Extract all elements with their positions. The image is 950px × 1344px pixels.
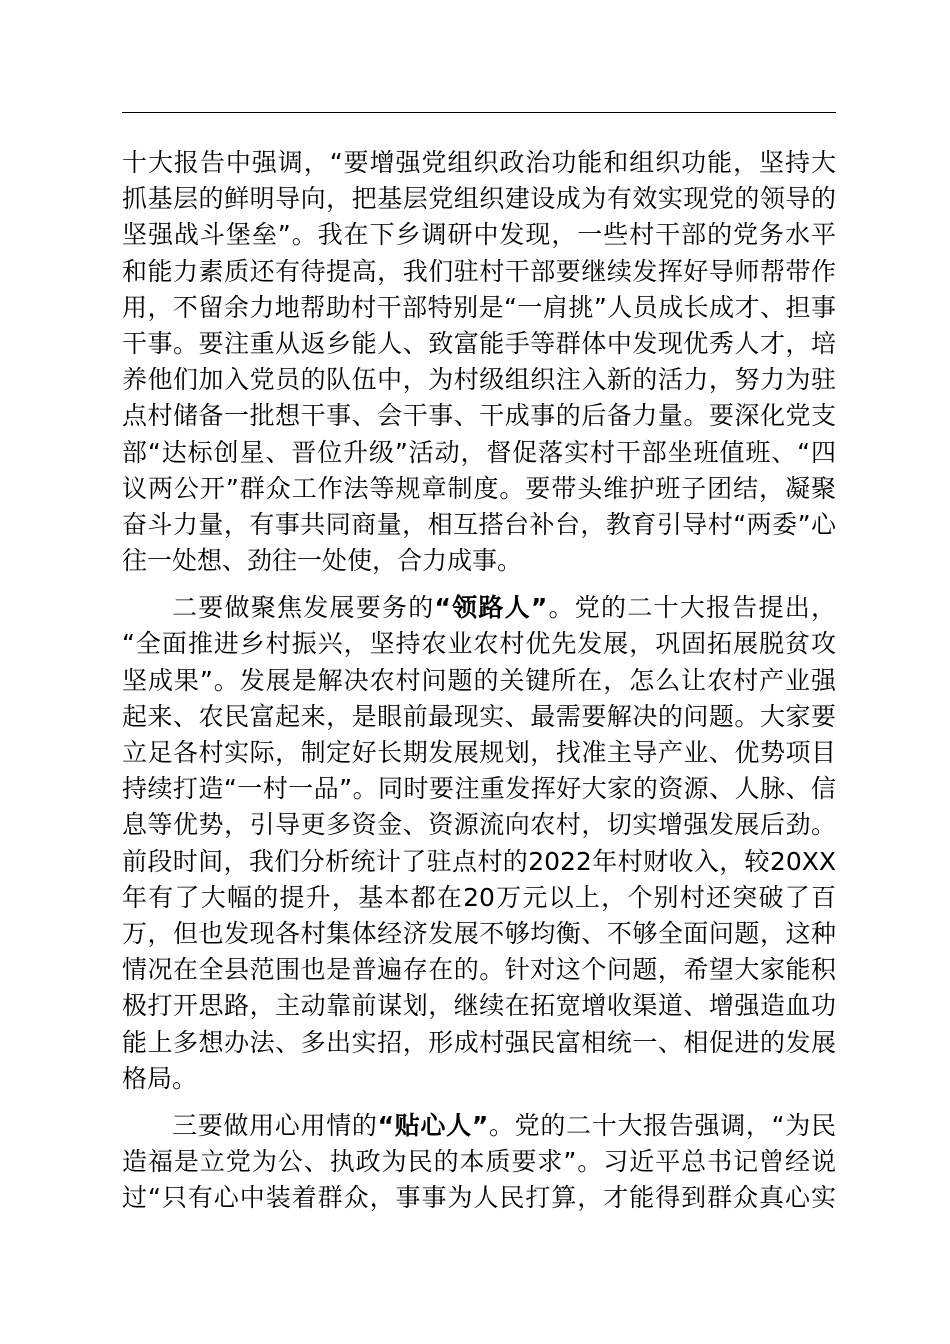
lead-text: 。党的二十大报告提出， xyxy=(547,593,836,623)
lead-text: 二要做聚焦发展要务的 xyxy=(172,593,435,623)
text-line: 极打开思路，主动靠前谋划，继续在拓宽增收渠道、增强造血功 xyxy=(122,991,836,1021)
text-line: 坚强战斗堡垒”。我在下乡调研中发现，一些村干部的党务水平 xyxy=(122,220,836,250)
paragraph-1 xyxy=(122,145,836,579)
text-line: 十大报告中强调，“要增强党组织政治功能和组织功能，坚持大 xyxy=(122,148,836,177)
emphasis-term: “领路人” xyxy=(434,593,548,623)
text-line: 点村储备一批想干事、会干事、干成事的后备力量。要深化党支 xyxy=(122,401,836,431)
text-line: 前段时间，我们分析统计了驻点村的2022年村财收入，较20XX xyxy=(122,846,836,876)
text-line: 议两公开”群众工作法等规章制度。要带头维护班子团结，凝聚 xyxy=(122,473,836,503)
text-line: 情况在全县范围也是普遍存在的。针对这个问题，希望大家能积 xyxy=(122,955,836,985)
text-line: 和能力素质还有待提高，我们驻村干部要继续发挥好导师帮带作 xyxy=(122,256,836,286)
text-line: 抓基层的鲜明导向，把基层党组织建设成为有效实现党的领导的 xyxy=(122,184,836,214)
emphasis-term: “贴心人” xyxy=(377,1110,489,1140)
paragraph-spacer xyxy=(122,579,836,590)
lead-text: 三要做用心用情的 xyxy=(172,1110,378,1140)
lead-text: 。党的二十大报告强调，“为民 xyxy=(488,1110,836,1140)
text-line: 格局。 xyxy=(122,1063,198,1093)
paragraph-3 xyxy=(122,1108,836,1217)
text-line: 息等优势，引导更多资金、资源流向农村，切实增强发展后劲。 xyxy=(122,810,836,840)
text-line: 往一处想、劲往一处使，合力成事。 xyxy=(122,546,523,576)
paragraph-lead-line xyxy=(122,1108,836,1144)
paragraph-2 xyxy=(122,590,836,1097)
text-line: “全面推进乡村振兴，坚持农业农村优先发展，巩固拓展脱贫攻 xyxy=(122,629,836,659)
text-line: 用，不留余力地帮助村干部特别是“一肩挑”人员成长成才、担事 xyxy=(122,292,836,322)
text-line: 奋斗力量，有事共同商量，相互搭台补台，教育引导村“两委”心 xyxy=(122,509,836,539)
text-line: 万，但也发现各村集体经济发展不够均衡、不够全面问题，这种 xyxy=(122,918,836,948)
text-line: 干事。要注重从返乡能人、致富能手等群体中发现优秀人才，培 xyxy=(122,328,836,358)
text-line: 立足各村实际，制定好长期发展规划，找准主导产业、优势项目 xyxy=(122,738,836,767)
text-line: 部“达标创星、晋位升级”活动，督促落实村干部坐班值班、“四 xyxy=(122,437,836,467)
text-line: 养他们加入党员的队伍中，为村级组织注入新的活力，努力为驻 xyxy=(122,365,836,395)
text-line: 造福是立党为公、执政为民的本质要求”。习近平总书记曾经说 xyxy=(122,1147,836,1177)
document-body xyxy=(122,145,836,1216)
paragraph-lead-line xyxy=(122,590,836,626)
text-line: 过“只有心中装着群众，事事为人民打算，才能得到群众真心实 xyxy=(122,1183,836,1213)
text-line: 起来、农民富起来，是眼前最现实、最需要解决的问题。大家要 xyxy=(122,701,836,731)
text-line: 年有了大幅的提升，基本都在20万元以上，个别村还突破了百 xyxy=(122,882,836,912)
paragraph-spacer xyxy=(122,1097,836,1108)
header-rule xyxy=(122,112,836,113)
text-line: 坚成果”。发展是解决农村问题的关键所在，怎么让农村产业强 xyxy=(122,665,836,695)
text-line: 持续打造“一村一品”。同时要注重发挥好大家的资源、人脉、信 xyxy=(122,774,836,804)
text-line: 能上多想办法、多出实招，形成村强民富相统一、相促进的发展 xyxy=(122,1027,836,1057)
